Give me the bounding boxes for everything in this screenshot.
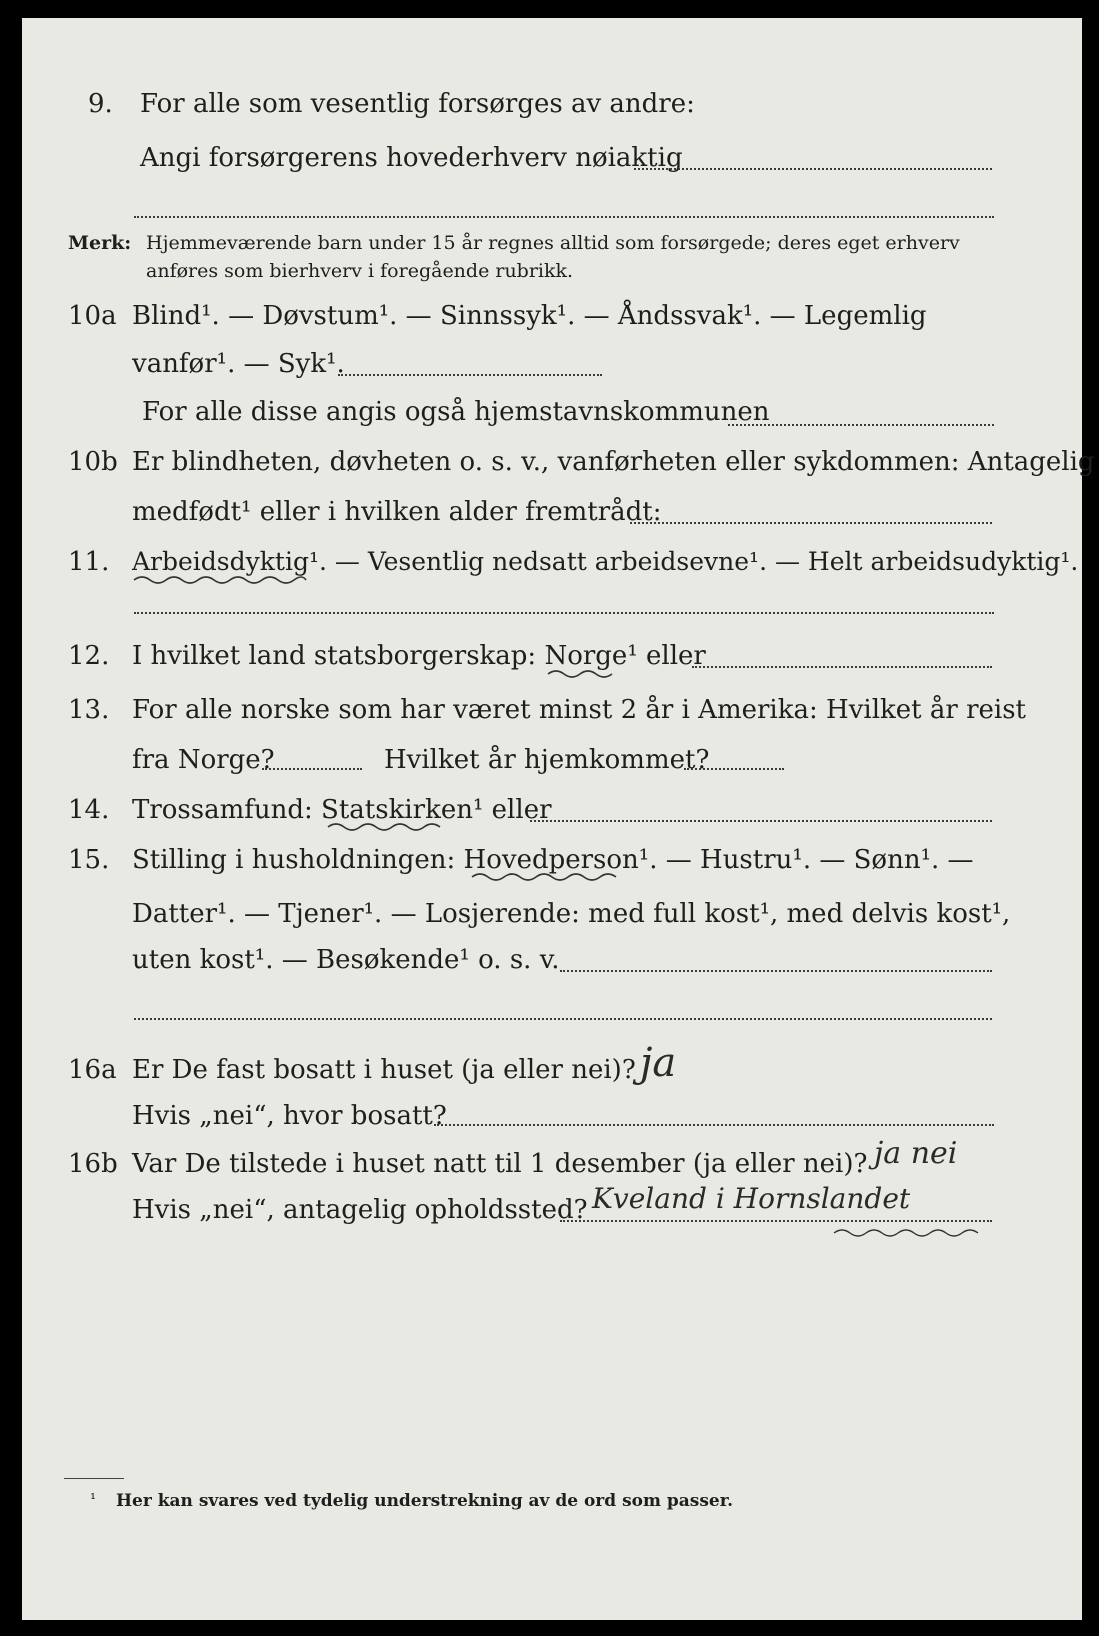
- q13-hjemkommet-answer-line[interactable]: [684, 768, 784, 770]
- q15-underline-mark: [470, 870, 620, 884]
- q10a-line1: Blind¹. — Døvstum¹. — Sinnssyk¹. — Åndssvak¹. — Legemlig: [132, 301, 927, 331]
- q13-line2a: fra Norge?: [132, 745, 275, 775]
- q16a-handwritten-answer: ja: [640, 1040, 677, 1086]
- q11-underline-mark: [132, 574, 307, 586]
- merk-label: Merk:: [68, 232, 132, 254]
- q15-line3: uten kost¹. — Besøkende¹ o. s. v.: [132, 945, 560, 975]
- footnote-mark: ¹: [90, 1490, 97, 1508]
- q11-line1: Arbeidsdyktig¹. — Vesentlig nedsatt arbeidsevne¹. — Helt arbeidsudyktig¹.: [132, 547, 1079, 576]
- q10a-line3: For alle disse angis også hjemstavnskommunen: [142, 397, 770, 427]
- q15-number: 15.: [68, 845, 110, 875]
- merk-line2: anføres som bierhverv i foregående rubrikk.: [146, 260, 574, 282]
- q14-answer-line[interactable]: [530, 820, 992, 822]
- q10b-line1: Er blindheten, døvheten o. s. v., vanførheten eller sykdommen: Antagelig: [132, 447, 1095, 477]
- q15-answer-line[interactable]: [560, 970, 992, 972]
- q9-line1: For alle som vesentlig forsørges av andre:: [140, 89, 695, 119]
- q15-answer-line-2[interactable]: [134, 1018, 992, 1020]
- q13-line1: For alle norske som har været minst 2 år i Amerika: Hvilket år reist: [132, 695, 1026, 725]
- q12-number: 12.: [68, 641, 110, 671]
- q12-underline-mark: [546, 668, 618, 680]
- q16b-handwritten-place: Kveland i Hornslandet: [592, 1182, 911, 1215]
- q9-line2: Angi forsørgerens hovederhverv nøiaktig: [140, 143, 683, 173]
- q14-number: 14.: [68, 795, 110, 825]
- q16a-line1: Er De fast bosatt i huset (ja eller nei)?: [132, 1055, 636, 1085]
- q13-reist-answer-line[interactable]: [262, 768, 362, 770]
- q15-line1: Stilling i husholdningen: Hovedperson¹. — Hustru¹. — Sønn¹. —: [132, 845, 974, 875]
- q14-underline-mark: [326, 820, 446, 834]
- footnote-rule: [64, 1478, 124, 1479]
- q16b-number: 16b: [68, 1149, 118, 1179]
- q9-answer-line[interactable]: [634, 168, 992, 170]
- q11-answer-line[interactable]: [134, 612, 994, 614]
- q10a-syk-answer-line[interactable]: [338, 374, 602, 376]
- q16b-line1: Var De tilstede i huset natt til 1 desember (ja eller nei)?: [132, 1149, 868, 1179]
- q15-line2: Datter¹. — Tjener¹. — Losjerende: med full kost¹, med delvis kost¹,: [132, 899, 1011, 929]
- q10a-hjemstavn-answer-line[interactable]: [728, 424, 994, 426]
- q9-answer-line-2[interactable]: [134, 216, 994, 218]
- q12-answer-line[interactable]: [692, 666, 992, 668]
- footnote-text: Her kan svares ved tydelig understrekning av de ord som passer.: [116, 1491, 734, 1511]
- q13-line2b: Hvilket år hjemkommet?: [384, 745, 710, 775]
- q16a-number: 16a: [68, 1055, 117, 1085]
- q10a-line2: vanfør¹. — Syk¹.: [132, 349, 345, 379]
- q10a-number: 10a: [68, 301, 117, 331]
- q16a-bosatt-answer-line[interactable]: [434, 1124, 994, 1126]
- merk-line1: Hjemmeværende barn under 15 år regnes alltid som forsørgede; deres eget erhverv: [146, 232, 960, 254]
- q16a-line2: Hvis „nei“, hvor bosatt?: [132, 1101, 447, 1131]
- q13-number: 13.: [68, 695, 110, 725]
- q10b-line2: medfødt¹ eller i hvilken alder fremtrådt:: [132, 497, 662, 527]
- census-form-sheet: [22, 18, 1095, 1620]
- q16b-opholdssted-answer-line[interactable]: [560, 1220, 992, 1222]
- q9-number: 9.: [88, 89, 113, 119]
- q16b-line2: Hvis „nei“, antagelig opholdssted?: [132, 1195, 588, 1225]
- q12-line1: I hvilket land statsborgerskap: Norge¹ eller: [132, 641, 706, 671]
- q14-line1: Trossamfund: Statskirken¹ eller: [132, 795, 552, 825]
- q10b-answer-line[interactable]: [630, 522, 992, 524]
- q16b-handwritten-answer: ja nei: [874, 1136, 958, 1171]
- q16b-underline-mark: [832, 1226, 992, 1240]
- q11-number: 11.: [68, 547, 110, 577]
- q10b-number: 10b: [68, 447, 118, 477]
